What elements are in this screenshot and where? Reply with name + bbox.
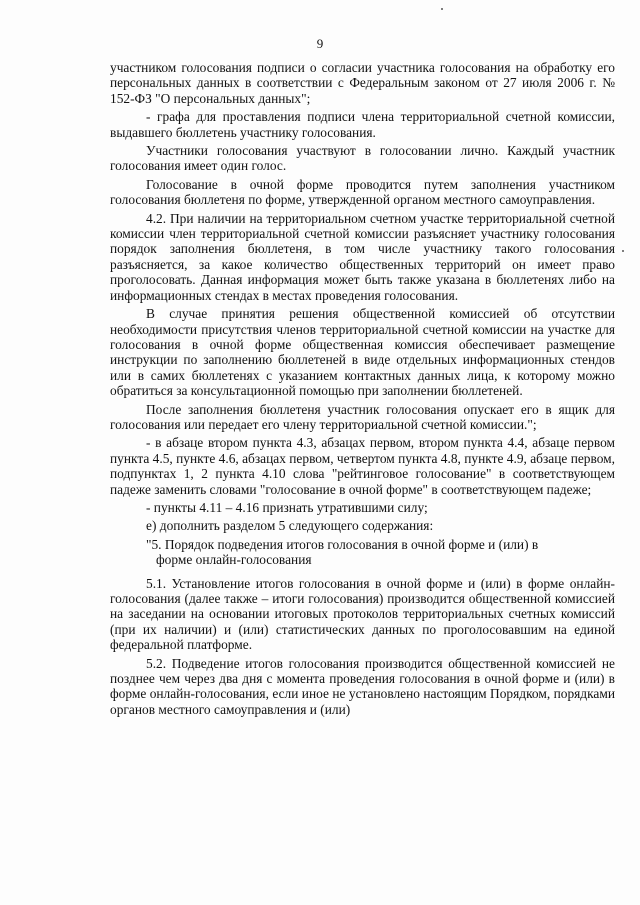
paragraph-wording-replacement: - в абзаце втором пункта 4.3, абзацах первом, втором пункта 4.4, абзаце первом пункта 4.5, пункте 4.6, абзацах первом, четвертом пункта 4.8, пункте 4.9, абзаце первом, подпунктах 1, 2 пункта 4.10 слова "рейтинговое голосование" в соответствующем падеже заменить словами "голосование в очной форме" в соответствующем падеже;: [110, 435, 615, 497]
page-number: 9: [316, 36, 324, 51]
paragraph-clause-4-2: 4.2. При наличии на территориальном счетном участке территориальной счетной комиссии член территориальной счетной комиссии разъясняет участнику голосования порядок заполнения бюллетеня, в том числе участнику такого голосования разъясняется, за какое количество общественных территорий он имеет право проголосовать. Данная информация может быть также указана в бюллетенях либо на информационных стендах в местах проведения голосования.: [110, 210, 615, 303]
paragraph-commission-decision: В случае принятия решения общественной комиссией об отсутствии необходимости присутствия членов территориальной счетной комиссии на участке для голосования в очной форме общественная комиссия обеспечивает размещение инструкции по заполнению бюллетеней в виде отдельных информационных стендов или в самих бюллетенях с указанием контактных данных лица, к которому можно обратиться за консультационной помощью при заполнении бюллетеней.: [110, 306, 615, 399]
section-5-heading-line-2: форме онлайн-голосования: [156, 552, 312, 568]
section-5-heading-line-1: "5. Порядок подведения итогов голосования в очной форме и (или) в: [146, 536, 539, 552]
scan-speck: [622, 250, 624, 252]
document-body: [110, 60, 615, 720]
paragraph-clause-5-2: 5.2. Подведение итогов голосования производится общественной комиссией не позднее чем через два дня с момента проведения голосования в очной форме и (или) в форме онлайн-голосования, если иное не установлено настоящим Порядком, порядками органов местного самоуправления и (или): [110, 655, 615, 717]
paragraph-ballot-box: После заполнения бюллетеня участник голосования опускает его в ящик для голосования или передает его члену территориальной счетной комиссии.";: [110, 401, 615, 432]
section-5-heading: [146, 537, 615, 568]
paragraph-add-section-5: е) дополнить разделом 5 следующего содержания:: [146, 518, 434, 534]
paragraph-personal-voting: Участники голосования участвуют в голосовании лично. Каждый участник голосования имеет один голос.: [110, 143, 615, 174]
paragraph-invalidated-clauses: - пункты 4.11 – 4.16 признать утратившими силу;: [146, 499, 428, 515]
paragraph-clause-5-1: 5.1. Установление итогов голосования в очной форме и (или) в форме онлайн-голосования (далее также – итоги голосования) производится общественной комиссией на заседании на основании итоговых протоколов территориальных счетных комиссий (при их наличии) и (или) статистических данных по проголосовавшим на единой федеральной платформе.: [110, 575, 615, 653]
paragraph-in-person-voting: Голосование в очной форме проводится путем заполнения участником голосования бюллетеня по форме, утвержденной органом местного самоуправления.: [110, 176, 615, 208]
scan-speck: [441, 8, 443, 10]
paragraph-signature-column: - графа для проставления подписи члена территориальной счетной комиссии, выдавшего бюллетень участнику голосования.: [110, 109, 615, 140]
paragraph-consent-signature: участником голосования подписи о согласии участника голосования на обработку его персональных данных в соответствии с Федеральным законом от 27 июля 2006 г. № 152-ФЗ "О персональных данных";: [110, 60, 615, 106]
